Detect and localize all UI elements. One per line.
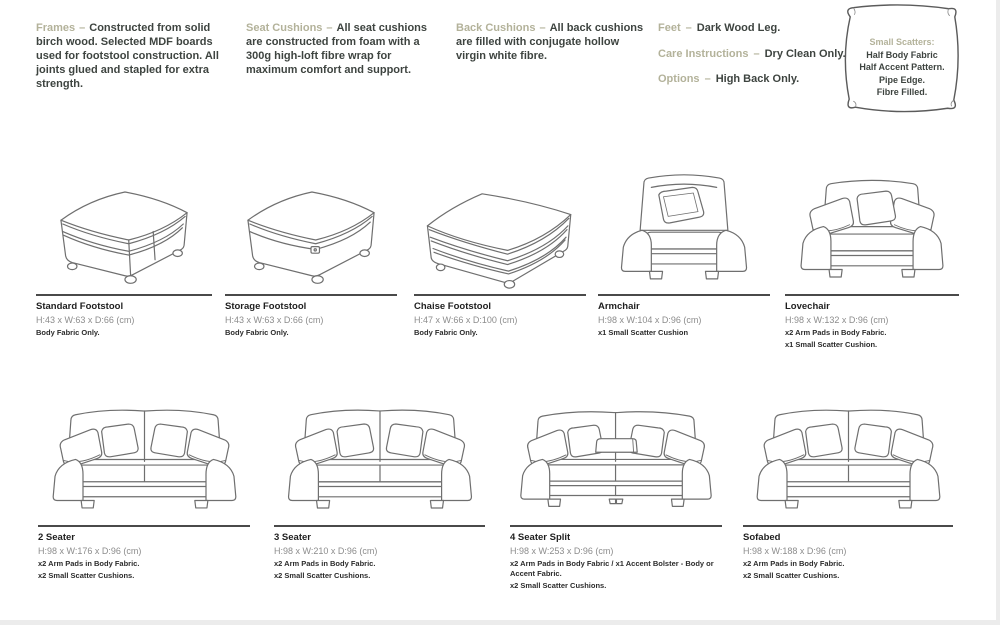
spec-seat-cushions (246, 21, 442, 77)
product-note: Body Fabric Only. (225, 328, 289, 337)
product-dimensions: H:98 x W:176 x D:96 (cm) (38, 546, 142, 556)
product-card-standard-footstool (36, 163, 212, 340)
spec-options-label: Options (658, 73, 700, 85)
spec-back-cushions-text: All back cushions are filled with conjugate hollow virgin white fibre. (456, 22, 644, 62)
lovechair-illustration (785, 163, 959, 294)
spec-seat-cushions-label: Seat Cushions (246, 22, 323, 34)
product-note: x2 Arm Pads in Body Fabric. (743, 559, 845, 568)
product-dimensions: H:98 x W:132 x D:96 (cm) (785, 315, 889, 325)
product-name: 2 Seater (38, 532, 75, 543)
small-scatter-pillow (836, 0, 968, 122)
product-name: 3 Seater (274, 532, 311, 543)
product-name: Sofabed (743, 532, 781, 543)
product-card-storage-footstool (225, 163, 397, 340)
spec-care-text: Dry Clean Only. (764, 48, 846, 60)
divider (785, 294, 959, 296)
dash: – (704, 73, 711, 85)
spec-options (658, 72, 799, 86)
spec-seat-cushions-text: All seat cushions are constructed from foam with a 300g high-loft fibre wrap for maximum comfort and support. (246, 22, 428, 76)
product-card-3-seater (274, 394, 485, 581)
spec-back-cushions-label: Back Cushions (456, 22, 536, 34)
product-name: Chaise Footstool (414, 301, 492, 312)
dash: – (326, 22, 333, 34)
divider (598, 294, 770, 296)
spec-options-text: High Back Only. (715, 73, 800, 85)
armchair-illustration (598, 163, 770, 294)
pillow-line: Half Body Fabric (866, 49, 938, 60)
product-dimensions: H:98 x W:210 x D:96 (cm) (274, 546, 378, 556)
dash: – (79, 22, 86, 34)
product-note: Body Fabric Only. (414, 328, 478, 337)
product-note: x2 Arm Pads in Body Fabric / x1 Accent Bolster - Body or Accent Fabric. (510, 559, 714, 578)
product-name: Standard Footstool (36, 301, 124, 312)
product-card-armchair (598, 163, 770, 340)
product-dimensions: H:98 x W:104 x D:96 (cm) (598, 315, 702, 325)
product-note: x2 Arm Pads in Body Fabric. (785, 328, 887, 337)
storage-footstool-illustration (225, 163, 397, 294)
pillow-line: Fibre Filled. (876, 87, 928, 97)
product-card-4-seater-split (510, 394, 722, 591)
product-dimensions: H:43 x W:63 x D:66 (cm) (225, 315, 324, 325)
product-note: x2 Arm Pads in Body Fabric. (38, 559, 140, 568)
3-seater-illustration (274, 394, 485, 525)
product-name: Armchair (598, 301, 640, 312)
pillow-text (844, 36, 960, 99)
product-note: x1 Small Scatter Cushion. (785, 340, 878, 349)
product-note: x1 Small Scatter Cushion (598, 328, 689, 337)
spec-frames (36, 21, 236, 91)
divider (414, 294, 586, 296)
product-note: x2 Small Scatter Cushions. (743, 571, 840, 580)
product-name: Storage Footstool (225, 301, 307, 312)
product-card-2-seater (38, 394, 250, 581)
4-seater-split-illustration (510, 394, 722, 525)
spec-feet (658, 21, 780, 35)
dash: – (753, 48, 760, 60)
product-dimensions: H:98 x W:188 x D:96 (cm) (743, 546, 847, 556)
divider (38, 525, 250, 527)
product-card-sofabed (743, 394, 953, 581)
divider (274, 525, 485, 527)
spec-frames-text: Constructed from solid birch wood. Selected MDF boards used for footstool construction. All joints glued and stapled for extra strength. (36, 22, 219, 90)
product-dimensions: H:98 x W:253 x D:96 (cm) (510, 546, 614, 556)
spec-feet-text: Dark Wood Leg. (696, 22, 781, 34)
product-note: x2 Small Scatter Cushions. (38, 571, 135, 580)
product-note: x2 Arm Pads in Body Fabric. (274, 559, 376, 568)
spec-care-instructions (658, 47, 846, 61)
product-name: 4 Seater Split (510, 532, 571, 543)
pillow-title: Small Scatters: (869, 37, 935, 47)
dash: – (685, 22, 692, 34)
divider (225, 294, 397, 296)
product-note: x2 Small Scatter Cushions. (274, 571, 371, 580)
spec-care-label: Care Instructions (658, 48, 749, 60)
spec-back-cushions (456, 21, 648, 63)
chaise-footstool-illustration (414, 163, 586, 294)
dash: – (539, 22, 546, 34)
standard-footstool-illustration (36, 163, 212, 294)
product-note: x2 Small Scatter Cushions. (510, 581, 607, 590)
product-dimensions: H:43 x W:63 x D:66 (cm) (36, 315, 135, 325)
product-note: Body Fabric Only. (36, 328, 100, 337)
product-card-chaise-footstool (414, 163, 586, 340)
spec-frames-label: Frames (36, 22, 76, 34)
product-dimensions: H:47 x W:66 x D:100 (cm) (414, 315, 518, 325)
pillow-line: Half Accent Pattern. (859, 62, 945, 72)
divider (743, 525, 953, 527)
divider (36, 294, 212, 296)
2-seater-illustration (38, 394, 250, 525)
spec-feet-label: Feet (658, 22, 681, 34)
product-name: Lovechair (785, 301, 830, 312)
sofabed-illustration (743, 394, 953, 525)
divider (510, 525, 722, 527)
product-card-lovechair (785, 163, 959, 350)
pillow-line: Pipe Edge. (878, 74, 925, 85)
